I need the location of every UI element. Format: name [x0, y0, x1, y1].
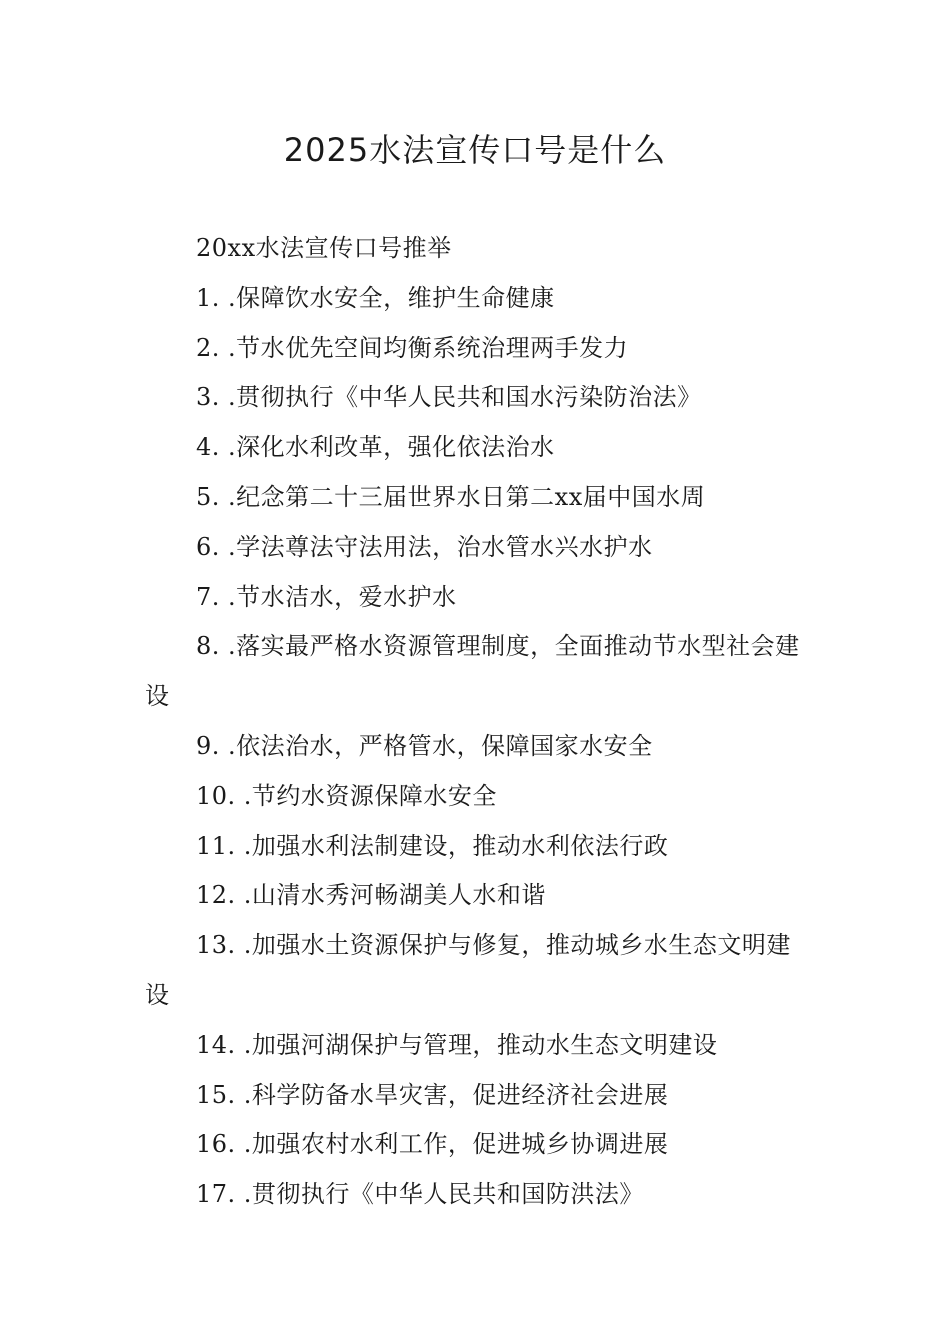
- list-item: 2. .节水优先空间均衡系统治理两手发力: [196, 333, 629, 362]
- list-item: 16. .加强农村水利工作，促进城乡协调进展: [196, 1130, 669, 1159]
- list-item: 14. .加强河湖保护与管理，推动水生态文明建设: [196, 1030, 718, 1059]
- list-item: 6. .学法尊法守法用法，治水管水兴水护水: [196, 532, 653, 561]
- list-item: 12. .山清水秀河畅湖美人水和谐: [196, 881, 546, 910]
- list-item: 8. .落实最严格水资源管理制度，全面推动节水型社会建设: [145, 632, 800, 711]
- document-title: 2025水法宣传口号是什么: [283, 131, 667, 169]
- list-item: 7. .节水洁水，爱水护水: [196, 582, 457, 611]
- list-item: 10. .节约水资源保障水安全: [196, 781, 497, 810]
- list-item: 1. .保障饮水安全，维护生命健康: [196, 283, 555, 312]
- document-body: [145, 224, 810, 1220]
- list-item: 3. .贯彻执行《中华人民共和国水污染防治法》: [196, 383, 702, 412]
- list-item: 5. .纪念第二十三届世界水日第二xx届中国水周: [196, 482, 706, 511]
- list-item: 11. .加强水利法制建设，推动水利依法行政: [196, 831, 669, 860]
- list-item: 4. .深化水利改革，强化依法治水: [196, 433, 555, 462]
- list-item: 15. .科学防备水旱灾害，促进经济社会进展: [196, 1080, 669, 1109]
- list-item: 13. .加强水土资源保护与修复，推动城乡水生态文明建设: [145, 931, 791, 1009]
- list-item: 17. .贯彻执行《中华人民共和国防洪法》: [196, 1180, 644, 1209]
- list-item: 9. .依法治水，严格管水，保障国家水安全: [196, 731, 653, 760]
- intro-line: 20xx水法宣传口号推举: [196, 234, 452, 262]
